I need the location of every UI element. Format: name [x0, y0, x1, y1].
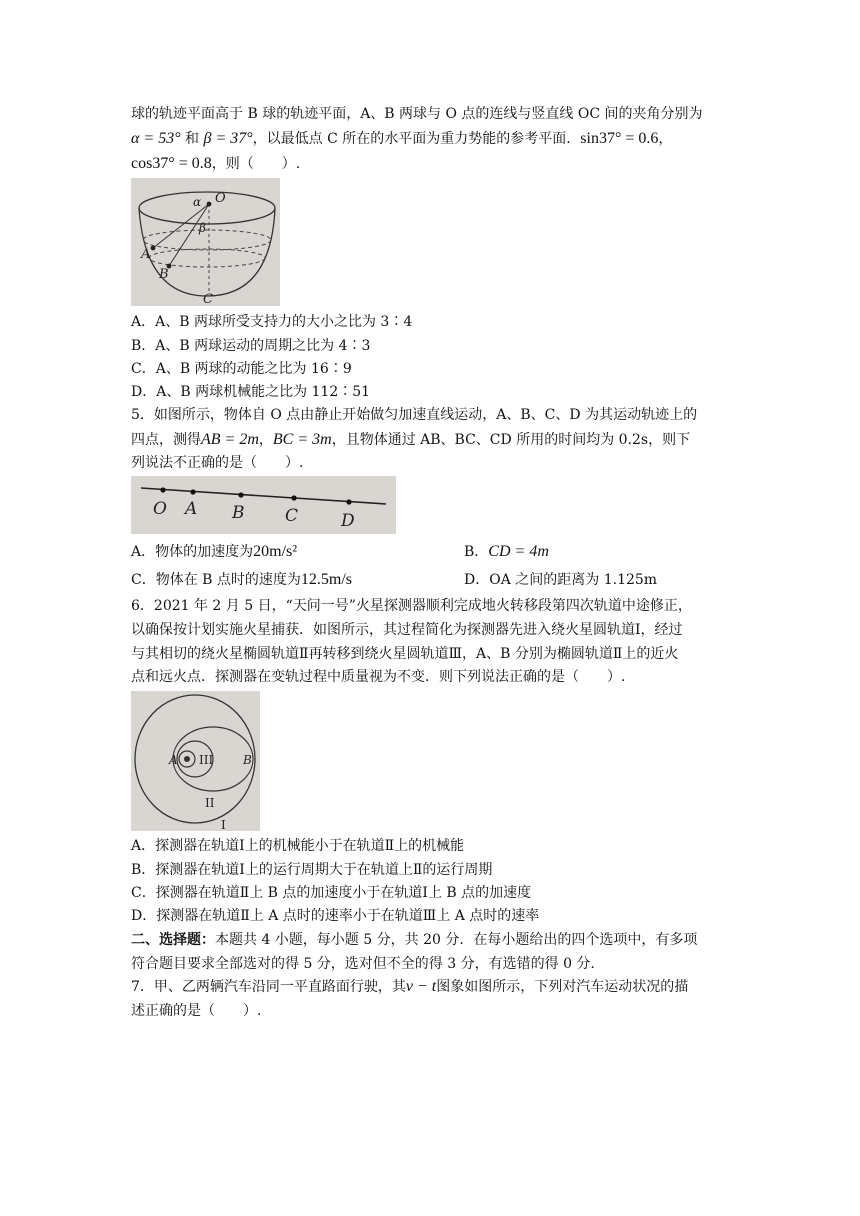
q5-option-a: A．物体的加速度为20m/s² — [131, 543, 298, 560]
q6-label-A: A — [169, 753, 178, 767]
q7-stem-line1: 7．甲、乙两辆汽车沿同一平直路面行驶，其v − t图象如图所示，下列对汽车运动状况的描 — [131, 978, 689, 995]
q4-option-b: B．A、B 两球运动的周期之比为 4∶3 — [131, 338, 371, 354]
section2-heading: 二、选择题： — [131, 932, 215, 948]
q4-option-d: D．A、B 两球机械能之比为 112∶51 — [131, 384, 371, 400]
q6-label-I: I — [221, 818, 226, 831]
section2-line2: 符合题目要求全部选对的得 5 分，选对但不全的得 3 分，有选错的得 0 分. — [131, 956, 595, 972]
q4-option-a: A．A、B 两球所受支持力的大小之比为 3∶4 — [131, 314, 413, 330]
q5-option-b: B．CD = 4m — [464, 543, 549, 560]
q6-option-b: B．探测器在轨道Ⅰ上的运行周期大于在轨道上Ⅱ的运行周期 — [131, 862, 493, 878]
q5-stem-line3: 列说法不正确的是（ ）. — [131, 455, 304, 471]
q6-stem-line4: 点和远火点．探测器在变轨过程中质量视为不变．则下列说法正确的是（ ）. — [131, 669, 626, 685]
q6-option-a: A．探测器在轨道Ⅰ上的机械能小于在轨道Ⅱ上的机械能 — [131, 838, 465, 854]
q4-stem-line2: α = 53° 和 β = 37°，以最低点 C 所在的水平面为重力势能的参考平面．sin37° = 0.6， — [131, 130, 673, 147]
q5-label-B: B — [232, 503, 245, 523]
q6-stem-line1: 6．2021 年 2 月 5 日，“天问一号”火星探测器顺利完成地火转移段第四次轨道中途修正， — [131, 598, 692, 614]
q4-stem-line1: 球的轨迹平面高于 B 球的轨迹平面，A、B 两球与 O 点的连线与竖直线 OC 间的夹角分别为 — [131, 106, 703, 122]
q5-motion-figure — [131, 476, 396, 534]
q6-option-d: D．探测器在轨道Ⅱ上 A 点时的速率小于在轨道Ⅲ上 A 点时的速率 — [131, 908, 540, 924]
q5-stem-line1: 5．如图所示，物体自 O 点由静止开始做匀加速直线运动，A、B、C、D 为其运动轨迹上的 — [131, 407, 698, 423]
q7-stem-line2: 述正确的是（ ）. — [131, 1003, 262, 1019]
q6-orbit-figure — [131, 691, 260, 831]
q5-option-c: C．物体在 B 点时的速度为12.5m/s — [131, 571, 353, 588]
q4-label-beta: β — [199, 221, 206, 235]
q4-label-B: B — [159, 267, 169, 282]
q4-stem-line3: cos37° = 0.8，则（ ）. — [131, 155, 301, 172]
q5-label-D: D — [341, 511, 355, 531]
q4-option-c: C．A、B 两球的动能之比为 16∶9 — [131, 361, 352, 377]
q4-label-C: C — [203, 292, 213, 306]
q5-option-d: D．OA 之间的距离为 1.125m — [464, 572, 658, 588]
q6-label-B: B — [243, 753, 252, 767]
q6-option-c: C．探测器在轨道Ⅱ上 B 点的加速度小于在轨道Ⅰ上 B 点的加速度 — [131, 885, 532, 901]
q5-stem-line2: 四点，测得AB = 2m，BC = 3m，且物体通过 AB、BC、CD 所用的时间均为 0.2s，则下 — [131, 431, 691, 448]
q4-label-alpha: α — [193, 195, 202, 209]
q6-label-III: III — [199, 753, 214, 767]
q5-label-C: C — [285, 506, 299, 526]
q6-stem-line3: 与其相切的绕火星椭圆轨道Ⅱ再转移到绕火星圆轨道Ⅲ，A、B 分别为椭圆轨道Ⅱ上的近火 — [131, 646, 679, 662]
section2-line1: 二、选择题：本题共 4 小题，每小题 5 分，共 20 分．在每小题给出的四个选项中，有多项 — [131, 932, 698, 948]
q4-hemisphere-figure — [131, 178, 280, 306]
q4-label-A: A — [141, 247, 151, 262]
q5-label-O: O — [153, 499, 167, 519]
q4-label-O: O — [215, 191, 226, 206]
q6-stem-line2: 以确保按计划实施火星捕获．如图所示，其过程简化为探测器先进入绕火星圆轨道Ⅰ，经过 — [131, 622, 683, 638]
q5-label-A: A — [185, 499, 198, 519]
q6-label-II: II — [205, 796, 215, 810]
